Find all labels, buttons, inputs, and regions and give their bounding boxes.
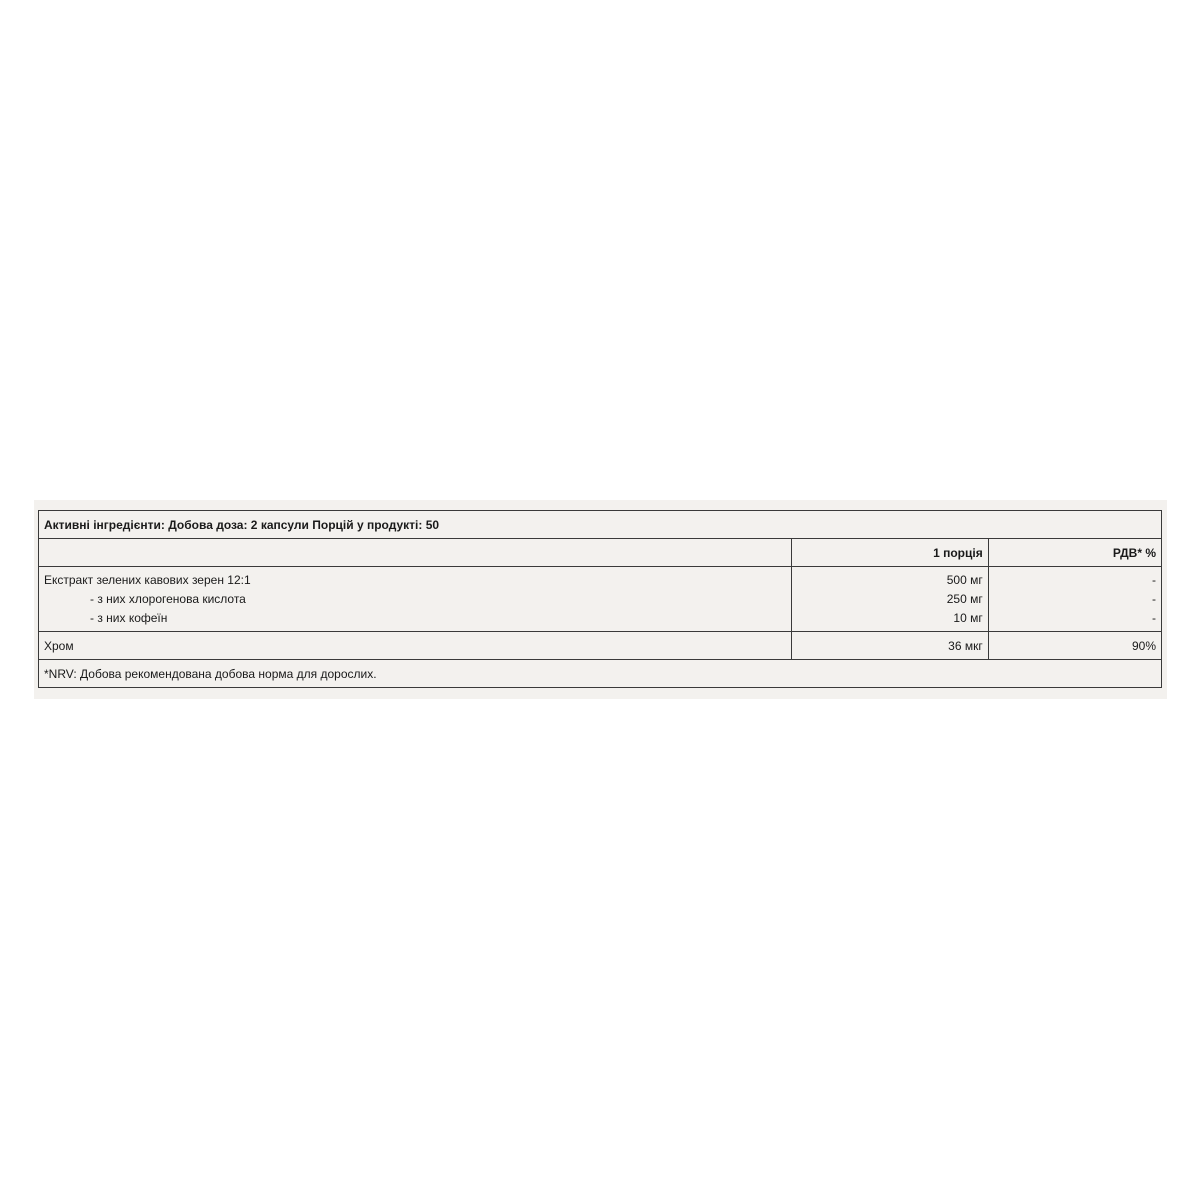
title-row — [39, 511, 1162, 539]
header-rdv: РДВ* % — [988, 539, 1161, 567]
ingredient-rdv: - — [1152, 591, 1156, 606]
table-row — [39, 632, 1162, 660]
ingredient-servings-cell — [791, 567, 988, 632]
ingredient-name: - з них кофеїн — [90, 610, 168, 625]
ingredient-serving: 10 мг — [953, 610, 983, 625]
footnote: *NRV: Добова рекомендована добова норма для дорослих. — [39, 660, 1162, 688]
ingredient-serving: 36 мкг — [791, 632, 988, 660]
ingredient-serving: 500 мг — [946, 572, 983, 587]
ingredient-rdv: - — [1152, 572, 1156, 587]
supplement-facts-panel — [34, 500, 1167, 699]
header-name — [39, 539, 792, 567]
header-serving: 1 порція — [791, 539, 988, 567]
ingredient-name: - з них хлорогенова кислота — [90, 591, 246, 606]
supplement-facts-table — [38, 510, 1162, 688]
ingredient-name: Хром — [39, 632, 792, 660]
header-row — [39, 539, 1162, 567]
ingredient-serving: 250 мг — [946, 591, 983, 606]
ingredient-rdv-cell — [988, 567, 1161, 632]
footnote-row — [39, 660, 1162, 688]
ingredient-name: Екстракт зелених кавових зерен 12:1 — [44, 572, 251, 587]
table-title: Активні інгредієнти: Добова доза: 2 капсули Порцій у продукті: 50 — [39, 511, 1162, 539]
ingredient-names-cell — [39, 567, 792, 632]
ingredient-rdv: 90% — [988, 632, 1161, 660]
ingredient-rdv: - — [1152, 610, 1156, 625]
table-row — [39, 567, 1162, 632]
